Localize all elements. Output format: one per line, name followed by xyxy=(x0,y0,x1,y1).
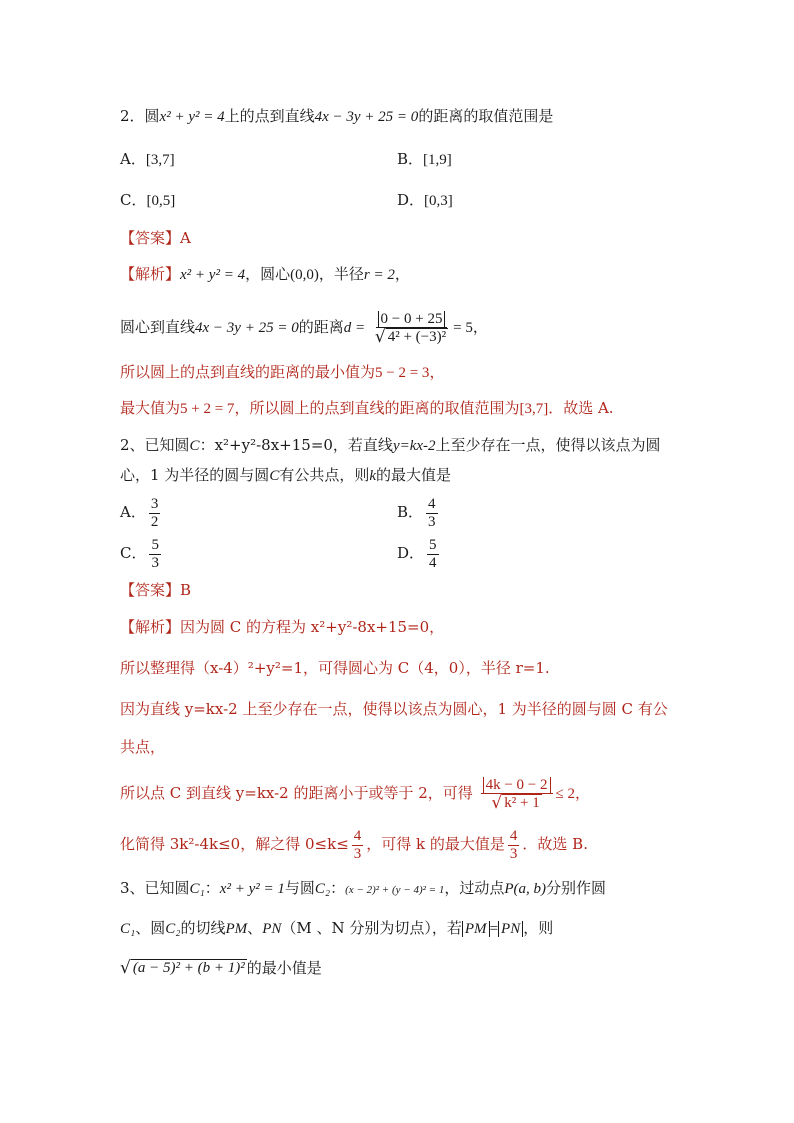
q2b-option-c[interactable]: C． $\frac{5}{3}$ xyxy=(120,536,159,571)
q2b-analysis-line-1: 【解析】因为圆 C 的方程为 x²+y²-8x+15=0， xyxy=(120,618,445,636)
q2b-analysis-line-2: 所以整理得（x-4）²+y²=1，可得圆心为 C（4，0），半径 r=1. xyxy=(120,659,550,677)
q2-option-d[interactable]: D．[0,3] xyxy=(397,191,453,209)
q2-analysis-line-3: 所以圆上的点到直线的距离的最小值为5 − 2 = 3， xyxy=(120,363,445,381)
q2-stem: 2．圆x² + y² = 4上的点到直线4x − 3y + 25 = 0的距离的取值范围是 xyxy=(120,107,554,125)
q2b-option-a[interactable]: A． $\frac{3}{2}$ xyxy=(120,495,159,530)
sqrt-expression: √ (a − 5)² + (b + 1)² xyxy=(120,958,245,978)
q2-option-a[interactable]: A．[3,7] xyxy=(120,150,175,168)
q2-analysis-line-4: 最大值为5 + 2 = 7，所以圆上的点到直线的距离的取值范围为[3,7]．故选 A. xyxy=(120,399,614,417)
q2b-analysis-line-6: 化简得 3k²-4k≤0，解之得 0≤k≤ $\frac{4}{3}$ ，可得 k 的最大值是 $\frac{4}{3}$ ．故选 B. xyxy=(120,827,588,862)
q2b-analysis-line-5: 所以点 C 到直线 y=kx-2 的距离小于或等于 2，可得 4k − 0 − 2 √ k² + 1 ≤ 2， xyxy=(120,777,591,813)
q3-stem-line-3: √ (a − 5)² + (b + 1)² 的最小值是 xyxy=(120,958,322,978)
q2b-option-d[interactable]: D． $\frac{5}{4}$ xyxy=(397,536,437,571)
q2b-stem-line-1: 2、已知圆C：x²+y²-8x+15=0，若直线y=kx-2上至少存在一点，使得以该点为圆 xyxy=(120,436,661,454)
q2b-analysis-line-4: 共点， xyxy=(120,738,166,756)
q2-analysis-line-1: 【解析】x² + y² = 4，圆心(0,0)，半径r = 2， xyxy=(120,265,410,283)
q3-stem-line-2: C₁、圆C₂的切线PM、PN（M 、N 分别为切点），若 PM = PN ，则 xyxy=(120,919,554,937)
q2-analysis-line-2: 圆心到直线4x − 3y + 25 = 0的距离d = 0 − 0 + 25 √ 4² + (−3)² = 5， xyxy=(120,311,488,347)
q3-stem-line-1: 3、已知圆C₁：x² + y² = 1与圆C₂：(x − 2)² + (y − 4)² = 1，过动点P(a, b)分别作圆 xyxy=(120,879,607,897)
q2b-option-b[interactable]: B． $\frac{4}{3}$ xyxy=(397,495,436,530)
q2-option-c[interactable]: C．[0,5] xyxy=(120,191,176,209)
q2-option-b[interactable]: B．[1,9] xyxy=(397,150,452,168)
q2b-analysis-line-3: 因为直线 y=kx-2 上至少存在一点，使得以该点为圆心，1 为半径的圆与圆 C 有公 xyxy=(120,700,668,718)
q2b-answer: 【答案】B xyxy=(120,581,192,599)
q2-answer: 【答案】A xyxy=(120,229,191,247)
distance-fraction: 0 − 0 + 25 √ 4² + (−3)² xyxy=(374,311,447,347)
distance-fraction: 4k − 0 − 2 √ k² + 1 xyxy=(481,776,553,812)
q2b-stem-line-2: 心，1 为半径的圆与圆C有公共点，则k的最大值是 xyxy=(120,466,452,484)
